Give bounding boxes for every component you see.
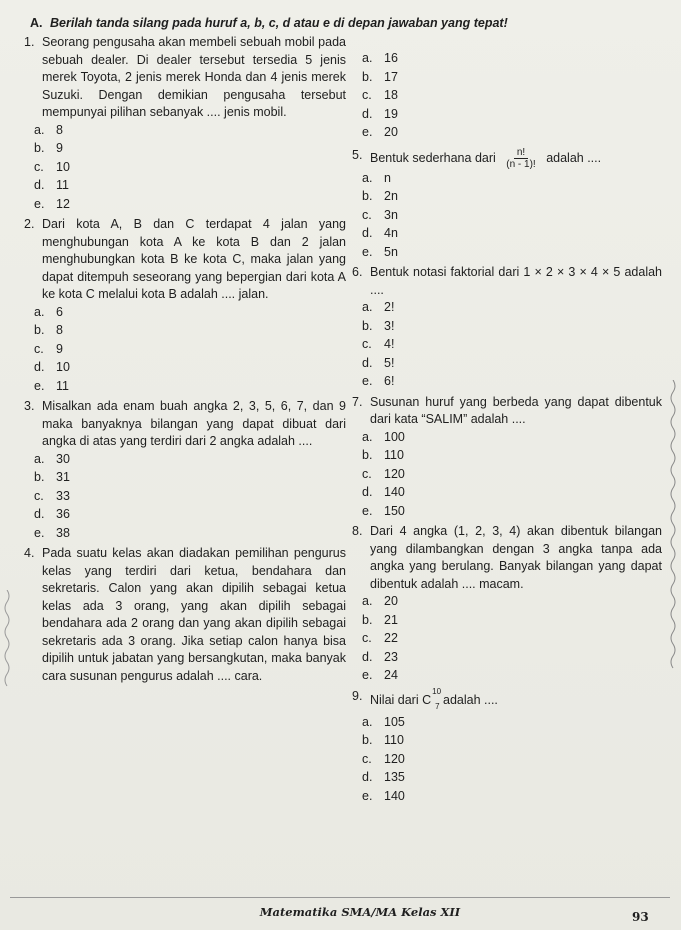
section-letter: A. xyxy=(30,16,43,30)
option-a[interactable]: a. n xyxy=(362,170,391,185)
options-list xyxy=(362,50,662,143)
option-b[interactable]: b. 3! xyxy=(362,318,395,333)
option-a[interactable]: a. 20 xyxy=(362,594,398,608)
question-text: Bentuk sederhana dari $\frac{n!}{(n - 1)!}$ adalah .... xyxy=(370,146,602,170)
option-d[interactable]: d. 11 xyxy=(34,178,69,192)
question-text: Nilai dari $C^{10}_7$ adalah .... xyxy=(370,688,662,714)
binding-edge-decoration-left xyxy=(2,590,12,690)
option-d[interactable]: d. 10 xyxy=(34,360,70,374)
footer-divider xyxy=(10,897,670,898)
option-c[interactable]: c. 3n xyxy=(362,207,398,222)
question-number: 8. xyxy=(352,524,363,538)
option-d[interactable]: d. 23 xyxy=(362,649,398,664)
question-9 xyxy=(352,688,662,807)
option-e[interactable]: e. 24 xyxy=(362,668,398,682)
fraction: $\frac{n!}{(n - 1)!}$ xyxy=(506,146,536,170)
option-a[interactable]: a. 30 xyxy=(34,451,70,466)
option-b[interactable]: b. 17 xyxy=(362,69,398,84)
option-c[interactable]: c. 4! xyxy=(362,337,395,351)
question-text: Pada suatu kelas akan diadakan pemilihan pengurus kelas yang terdiri dari ketua, bendahara dan sekretaris. Calon yang akan dipilih sebagai ketua kelas ada 3 orang, yang akan dipilih sebagai bendahara ada 2 orang dan yang akan dipilih sebagai sekretaris ada 3 orang. Jika setiap calon hanya bisa dipilih untuk jabatan yang bersangkutan, maka banyak cara susunan pengurus adalah .... cara. xyxy=(42,546,346,683)
option-b[interactable]: b. 2n xyxy=(362,189,398,203)
question-text: Dari kota A, B dan C terdapat 4 jalan yang menghubungan kota A ke kota B dan 2 jalan menghubungkan kota B ke kota C, maka jalan yang dapat ditempuh seseorang yang bepergian dari kota A ke kota C melalui kota B adalah .... jalan. xyxy=(42,217,346,301)
question-text: Seorang pengusaha akan membeli sebuah mobil pada sebuah dealer. Di dealer tersebut tersedia 5 jenis merek Toyota, 2 jenis merek Honda dan 4 jenis merek Suzuki. Dengan demikian pengusaha tersebut mempunyai pilihan sebanyak .... jenis mobil. xyxy=(42,35,346,119)
options-list xyxy=(362,593,662,686)
option-e[interactable]: e. 140 xyxy=(362,788,405,803)
question-number: 1. xyxy=(24,35,35,49)
option-c[interactable]: c. 10 xyxy=(34,159,70,174)
option-e[interactable]: e. 11 xyxy=(34,378,69,393)
option-c[interactable]: c. 22 xyxy=(362,631,398,645)
question-5 xyxy=(352,147,662,263)
combination-notation: $C^{10}_7$ xyxy=(422,686,442,712)
option-a[interactable]: a. 100 xyxy=(362,429,405,444)
question-6 xyxy=(352,264,662,392)
option-a[interactable]: a. 6 xyxy=(34,304,63,319)
option-d[interactable]: d. 5! xyxy=(362,355,395,370)
option-a[interactable]: a. 105 xyxy=(362,714,405,729)
option-c[interactable]: c. 120 xyxy=(362,466,405,481)
question-number: 7. xyxy=(352,394,363,409)
options-list xyxy=(34,451,346,544)
question-7 xyxy=(352,394,662,522)
option-e[interactable]: e. 38 xyxy=(34,525,70,540)
options-list xyxy=(362,429,662,522)
option-d[interactable]: d. 36 xyxy=(34,507,70,521)
question-text: Bentuk notasi faktorial dari 1 × 2 × 3 × 4 × 5 adalah .... xyxy=(370,265,662,297)
option-d[interactable]: d. 135 xyxy=(362,770,405,785)
question-text: Susunan huruf yang berbeda yang dapat dibentuk dari kata “SALIM” adalah .... xyxy=(370,394,662,426)
question-8 xyxy=(352,523,662,686)
option-b[interactable]: b. 9 xyxy=(34,141,63,155)
question-number: 6. xyxy=(352,265,363,279)
footer-title: Matematika SMA/MA Kelas XII xyxy=(259,905,461,919)
option-c[interactable]: c. 33 xyxy=(34,488,70,503)
question-text: Dari 4 angka (1, 2, 3, 4) akan dibentuk bilangan yang dilambangkan dengan 3 angka tanpa ada angka yang berulang. Banyak bilangan yang dapat dibentuk adalah .... macam. xyxy=(370,524,662,591)
right-column xyxy=(352,50,662,808)
option-d[interactable]: d. 140 xyxy=(362,485,405,499)
question-number: 3. xyxy=(24,399,35,413)
options-list xyxy=(362,299,662,392)
option-c[interactable]: c. 18 xyxy=(362,88,398,102)
question-4 xyxy=(24,545,346,685)
option-d[interactable]: d. 4n xyxy=(362,226,398,240)
options-list xyxy=(362,170,662,263)
question-1 xyxy=(24,34,346,214)
option-a[interactable]: a. 2! xyxy=(362,300,395,314)
question-2 xyxy=(24,216,346,396)
option-e[interactable]: e. 5n xyxy=(362,244,398,259)
options-list xyxy=(362,714,662,807)
option-b[interactable]: b. 110 xyxy=(362,733,404,748)
option-c[interactable]: c. 120 xyxy=(362,751,405,766)
question-number: 5. xyxy=(352,147,363,162)
option-c[interactable]: c. 9 xyxy=(34,341,63,356)
question-number: 9. xyxy=(352,688,363,703)
options-list xyxy=(34,122,346,215)
option-e[interactable]: e. 20 xyxy=(362,125,398,139)
option-a[interactable]: a. 8 xyxy=(34,122,63,137)
option-e[interactable]: e. 12 xyxy=(34,196,70,211)
question-4-options xyxy=(352,50,662,143)
binding-edge-decoration xyxy=(668,380,678,680)
option-d[interactable]: d. 19 xyxy=(362,106,398,121)
question-3 xyxy=(24,398,346,543)
left-column xyxy=(24,34,346,687)
options-list xyxy=(34,304,346,397)
section-instruction: Berilah tanda silang pada huruf a, b, c, d atau e di depan jawaban yang tepat! xyxy=(50,16,508,30)
option-e[interactable]: e. 6! xyxy=(362,374,395,388)
option-b[interactable]: b. 21 xyxy=(362,612,398,627)
page-number: 93 xyxy=(632,910,649,924)
section-heading xyxy=(30,16,670,30)
option-b[interactable]: b. 110 xyxy=(362,448,404,462)
option-b[interactable]: b. 31 xyxy=(34,470,70,484)
question-number: 4. xyxy=(24,546,35,560)
option-e[interactable]: e. 150 xyxy=(362,503,405,518)
question-number: 2. xyxy=(24,217,35,231)
option-a[interactable]: a. 16 xyxy=(362,51,398,65)
question-text: Misalkan ada enam buah angka 2, 3, 5, 6, 7, dan 9 maka banyaknya bilangan yang dapat dibuat dari angka di atas yang terdiri dari 2 angka adalah .... xyxy=(42,399,346,448)
option-b[interactable]: b. 8 xyxy=(34,323,63,337)
